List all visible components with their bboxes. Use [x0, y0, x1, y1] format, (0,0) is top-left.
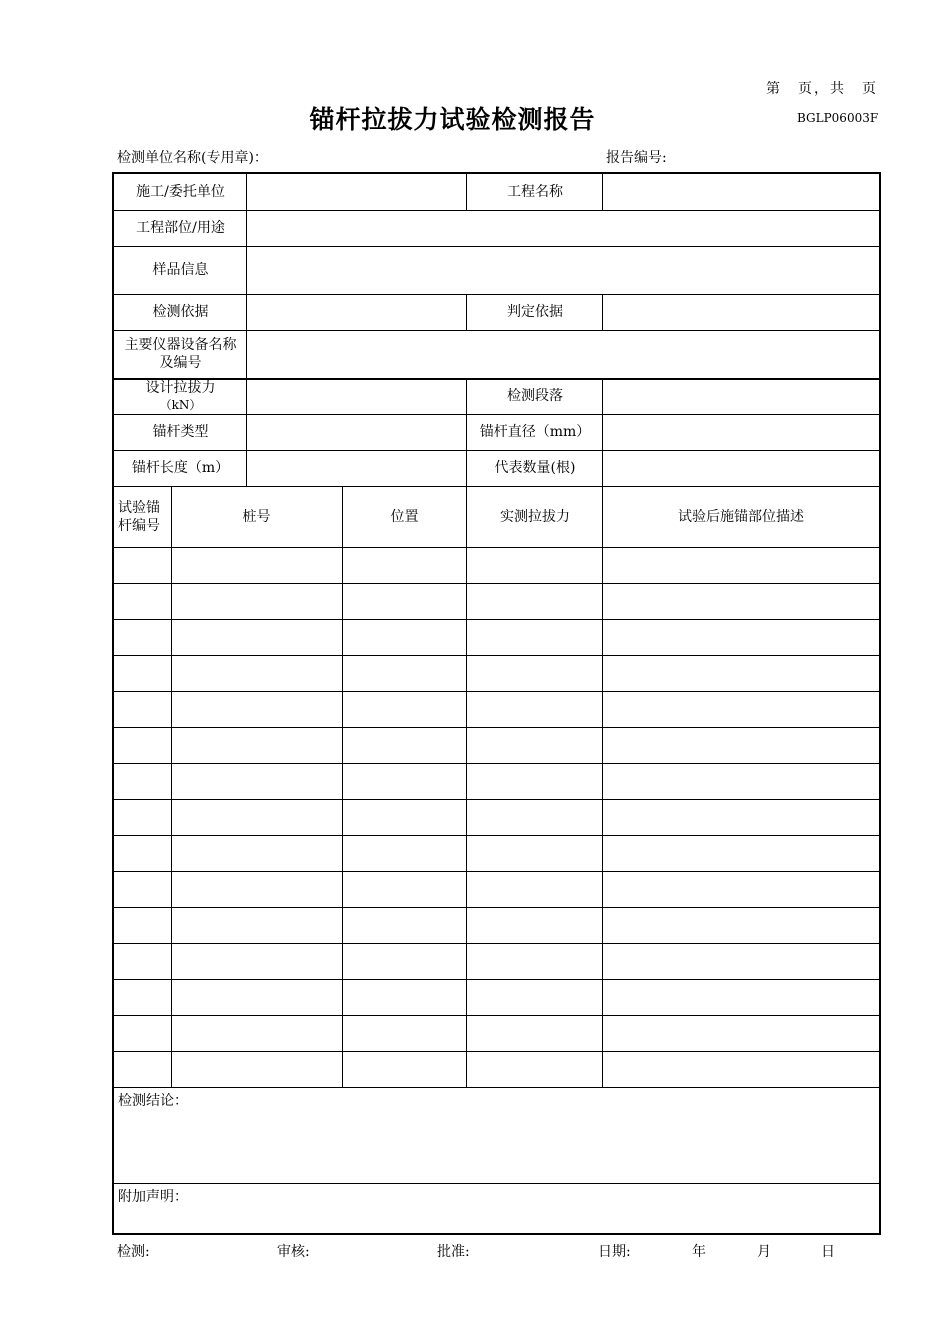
table-row-line — [114, 763, 879, 764]
tester-label: 检测: — [117, 1244, 150, 1260]
table-row-line — [114, 1051, 879, 1052]
table-header-position: 位置 — [390, 508, 419, 525]
row-divider — [114, 414, 879, 415]
design-force-label-line1: 设计拉拔力 — [145, 380, 216, 396]
date-label: 日期: — [598, 1244, 631, 1260]
anchor-diameter-label: 锚杆直径（mm） — [479, 424, 591, 440]
row-divider — [114, 330, 879, 331]
conclusion-label: 检测结论： — [118, 1093, 188, 1109]
rep-quantity-label: 代表数量(根) — [494, 460, 576, 476]
table-column-line — [342, 486, 343, 1087]
column-divider — [466, 174, 467, 210]
approver-label: 批准: — [437, 1244, 470, 1260]
row-divider — [114, 246, 879, 247]
design-force-label — [114, 378, 247, 414]
table-row-line — [114, 799, 879, 800]
table-bottom-line — [114, 1087, 879, 1088]
day-label: 日 — [821, 1244, 835, 1260]
table-row-line — [114, 907, 879, 908]
row-divider — [114, 450, 879, 451]
design-force-unit: （kN） — [159, 398, 202, 412]
table-row-line — [114, 727, 879, 728]
statement-label: 附加声明： — [118, 1189, 188, 1205]
table-row-line — [114, 871, 879, 872]
table-row-line — [114, 943, 879, 944]
table-column-line — [466, 486, 467, 1087]
row-divider — [114, 294, 879, 295]
anchor-type-label: 锚杆类型 — [152, 424, 209, 440]
column-divider — [466, 378, 467, 486]
column-divider — [602, 378, 603, 486]
reviewer-label: 审核: — [277, 1244, 310, 1260]
row-divider — [114, 210, 879, 211]
test-basis-label: 检测依据 — [152, 304, 209, 320]
anchor-length-label: 锚杆长度（m） — [131, 460, 230, 476]
table-header-anchor-no: 试验锚杆编号 — [118, 499, 160, 534]
project-part-label: 工程部位/用途 — [136, 220, 225, 236]
conclusion-bottom-line — [114, 1183, 879, 1184]
table-header-description: 试验后施锚部位描述 — [678, 508, 804, 525]
client-label: 施工/委托单位 — [136, 184, 225, 200]
row-divider-thick — [114, 378, 879, 380]
table-row-line — [114, 655, 879, 656]
judge-basis-label: 判定依据 — [507, 304, 563, 320]
info-label-divider — [246, 174, 247, 486]
year-label: 年 — [692, 1244, 706, 1260]
table-row-line — [114, 691, 879, 692]
column-divider — [602, 294, 603, 330]
table-row-line — [114, 583, 879, 584]
table-header-measured-force: 实测拉拔力 — [500, 508, 570, 525]
page-info: 第 页，共 页 — [766, 81, 878, 97]
month-label: 月 — [757, 1244, 771, 1260]
test-section-label: 检测段落 — [507, 388, 563, 404]
project-name-label: 工程名称 — [507, 184, 563, 200]
column-divider — [466, 294, 467, 330]
table-row-line — [114, 835, 879, 836]
table-row-line — [114, 619, 879, 620]
report-form — [112, 172, 881, 1235]
table-row-line — [114, 979, 879, 980]
report-title: 锚杆拉拔力试验检测报告 — [309, 105, 596, 134]
instrument-label: 主要仪器设备名称及编号 — [124, 337, 237, 371]
row-divider — [114, 486, 879, 487]
sample-info-label: 样品信息 — [152, 262, 209, 278]
table-column-line — [602, 486, 603, 1087]
testing-unit-label: 检测单位名称(专用章)： — [117, 150, 268, 166]
form-code: BGLP06003F — [797, 111, 879, 125]
table-header-divider — [114, 547, 879, 548]
table-column-line — [171, 486, 172, 1087]
report-number-label: 报告编号: — [606, 150, 667, 166]
table-header-pile-no: 桩号 — [242, 508, 271, 525]
table-row-line — [114, 1015, 879, 1016]
column-divider — [602, 174, 603, 210]
